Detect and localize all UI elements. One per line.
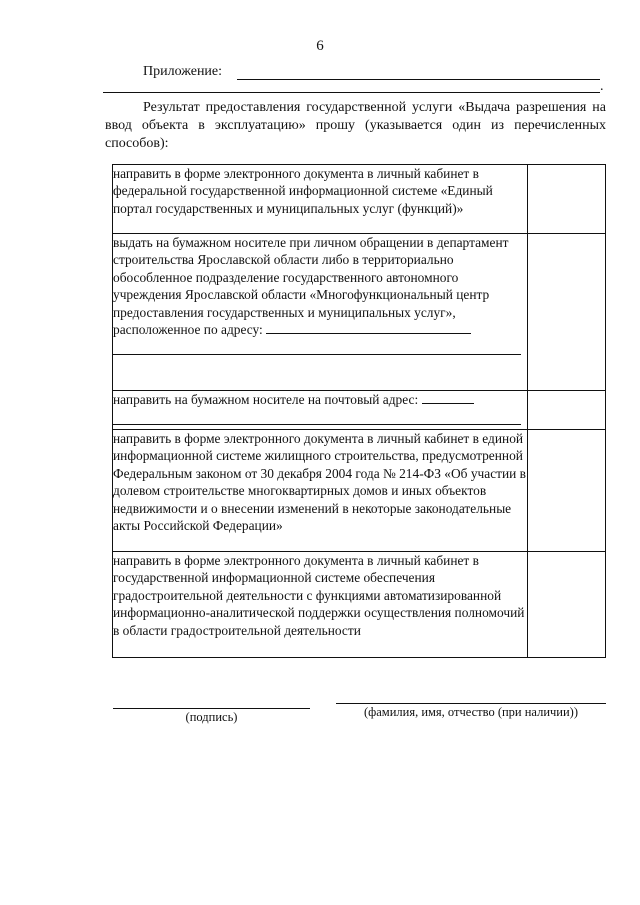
- option-text: [113, 552, 528, 658]
- signature-caption: (подпись): [185, 710, 238, 724]
- option-row: [113, 391, 606, 430]
- address-fill-line: [266, 321, 471, 334]
- appendix-label: Приложение:: [143, 64, 223, 79]
- option-checkbox-cell[interactable]: [528, 430, 606, 552]
- postal-address-fill-line: [422, 391, 474, 404]
- option-checkbox-cell[interactable]: [528, 165, 606, 234]
- signature-line: [113, 708, 310, 709]
- option-row: [113, 430, 606, 552]
- intro-paragraph: Результат предоставления государственной услуги «Выдача разрешения на ввод объекта в эксплуатацию» прошу (указывается один из перечисленных способов):: [105, 100, 606, 151]
- option-row: [113, 165, 606, 234]
- option-text: [113, 234, 528, 391]
- option-text: [113, 165, 528, 234]
- address-fill-line-2: [113, 338, 521, 355]
- appendix-blank-line: [237, 79, 600, 80]
- full-name-caption: (фамилия, имя, отчество (при наличии)): [363, 705, 578, 719]
- option-label: направить в форме электронного документа в личный кабинет в единой информационной системе жилищного строительства, предусмотренной Федеральным законом от 30 декабря 2004 года № 214-ФЗ «Об участии в долевом строительстве многоквартирных домов и иных объектов недвижимости и о внесении изменений в некоторые законодательные акты Российской Федерации»: [113, 431, 526, 534]
- option-label: направить в форме электронного документа в личный кабинет в федеральной государственной информационной системе «Единый портал государственных и муниципальных услуг (функций)»: [113, 166, 493, 216]
- option-label: направить в форме электронного документа в личный кабинет в государственной информационной системе обеспечения градостроительной деятельности с функциями автоматизированной информационно-аналитической поддержки осуществления полномочий в области градостроительной деятельности: [113, 553, 525, 638]
- option-checkbox-cell[interactable]: [528, 552, 606, 658]
- option-checkbox-cell[interactable]: [528, 234, 606, 391]
- option-row: [113, 234, 606, 391]
- full-name-line: [336, 703, 606, 704]
- delivery-options-table: [112, 164, 606, 658]
- option-label: выдать на бумажном носителе при личном обращении в департамент строительства Ярославской области либо в территориально обособленное подразделение государственного автономного учреждения Ярославской области «Многофункциональный центр предоставления государственных и муниципальных услуг», расположенное по адресу:: [113, 235, 509, 338]
- option-row: [113, 552, 606, 658]
- option-checkbox-cell[interactable]: [528, 391, 606, 430]
- page-number: 6: [316, 38, 324, 54]
- option-label: направить на бумажном носителе на почтовый адрес:: [113, 392, 419, 407]
- postal-address-fill-line-2: [113, 408, 521, 425]
- appendix-trailing-dot: .: [600, 79, 604, 94]
- option-text: [113, 430, 528, 552]
- appendix-blank-line-2: [103, 92, 600, 93]
- option-text: [113, 391, 528, 430]
